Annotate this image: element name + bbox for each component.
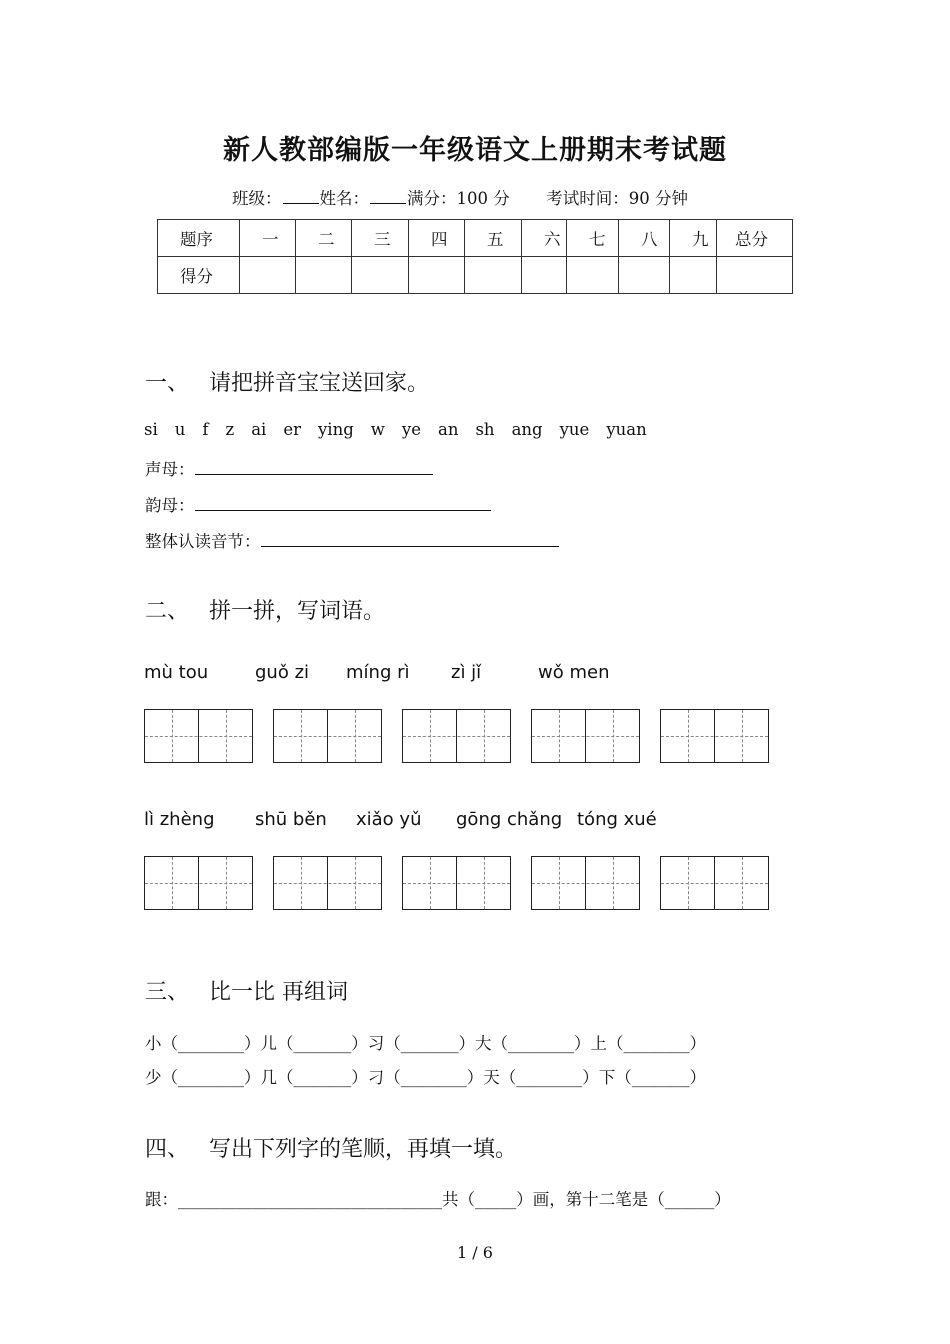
pinyin-item: er	[283, 420, 301, 439]
table-cell: 一	[240, 220, 296, 257]
writing-grid[interactable]	[273, 856, 382, 910]
score-cell[interactable]	[352, 257, 409, 294]
table-cell: 总分	[717, 220, 793, 257]
pinyin-list	[144, 420, 664, 439]
full-score: 满分：100 分	[407, 189, 510, 208]
writing-grid[interactable]	[144, 709, 253, 763]
table-cell: 九	[670, 220, 717, 257]
pinyin-word: míng rì	[346, 662, 410, 683]
pinyin-word: mù tou	[144, 662, 209, 683]
pinyin-word: zì jǐ	[451, 662, 482, 683]
table-cell: 七	[567, 220, 619, 257]
table-cell: 三	[352, 220, 409, 257]
pinyin-word: tóng xué	[577, 809, 657, 830]
section-number: 四、	[145, 1137, 190, 1162]
section-number: 二、	[145, 599, 190, 624]
stroke-order-line[interactable]: 跟：________________________________共（_____）画，第十二笔是（______）	[145, 1190, 731, 1209]
score-cell[interactable]	[465, 257, 522, 294]
section-number: 一、	[145, 371, 190, 396]
pinyin-word: gōng chǎng	[456, 809, 563, 830]
score-table-header-row	[158, 220, 793, 257]
score-cell[interactable]	[567, 257, 619, 294]
page-number: 1 / 6	[457, 1243, 493, 1262]
section-number: 三、	[145, 980, 190, 1005]
score-table	[157, 219, 793, 294]
pinyin-item: ang	[511, 420, 543, 439]
pinyin-item: yuan	[606, 420, 647, 439]
section-title: 拼一拼，写词语。	[209, 599, 386, 624]
score-cell[interactable]	[522, 257, 567, 294]
section-1-heading	[145, 366, 429, 397]
pinyin-item: ai	[251, 420, 267, 439]
section-title: 写出下列字的笔顺，再填一填。	[209, 1137, 518, 1162]
exam-time: 考试时间：90 分钟	[546, 189, 688, 208]
table-cell: 二	[296, 220, 352, 257]
pinyin-item: an	[438, 420, 459, 439]
writing-grid[interactable]	[402, 856, 511, 910]
table-cell: 八	[619, 220, 670, 257]
score-cell[interactable]	[240, 257, 296, 294]
score-cell[interactable]	[670, 257, 717, 294]
yunmu-label: 韵母：	[145, 496, 195, 515]
pinyin-word: guǒ zi	[255, 662, 310, 683]
section-3-heading	[145, 975, 348, 1006]
compare-line-2[interactable]: 少（________）几（_______）刁（________）天（________）下（_______）	[145, 1068, 706, 1087]
score-table-score-row	[158, 257, 793, 294]
table-cell: 五	[465, 220, 522, 257]
table-cell: 四	[409, 220, 465, 257]
section-2-heading	[145, 594, 385, 625]
shengmu-answer-line[interactable]	[195, 462, 433, 475]
score-cell[interactable]	[409, 257, 465, 294]
page-title: 新人教部编版一年级语文上册期末考试题	[223, 135, 727, 166]
class-label: 班级：	[232, 189, 282, 208]
pinyin-item: f	[202, 420, 209, 439]
score-cell[interactable]	[717, 257, 793, 294]
table-cell: 得分	[158, 257, 240, 294]
section-title: 请把拼音宝宝送回家。	[209, 371, 430, 396]
pinyin-item: z	[225, 420, 235, 439]
pinyin-item: si	[144, 420, 158, 439]
pinyin-item: w	[370, 420, 385, 439]
pinyin-item: yue	[559, 420, 590, 439]
table-cell: 题序	[158, 220, 240, 257]
writing-grid[interactable]	[402, 709, 511, 763]
shengmu-label: 声母：	[145, 460, 195, 479]
yunmu-answer-line[interactable]	[195, 498, 491, 511]
score-cell[interactable]	[296, 257, 352, 294]
zhengti-label: 整体认读音节：	[145, 532, 261, 551]
writing-grid[interactable]	[660, 856, 769, 910]
exam-info	[232, 185, 688, 209]
writing-grid[interactable]	[144, 856, 253, 910]
pinyin-word: shū běn	[255, 809, 327, 830]
section-4-heading	[145, 1132, 517, 1163]
pinyin-item: sh	[475, 420, 495, 439]
writing-grid[interactable]	[660, 709, 769, 763]
name-blank	[370, 189, 406, 204]
writing-grid[interactable]	[531, 856, 640, 910]
writing-grid[interactable]	[531, 709, 640, 763]
pinyin-word: lì zhèng	[144, 809, 215, 830]
shengmu-line	[145, 456, 433, 480]
pinyin-item: ye	[401, 420, 421, 439]
section-title: 比一比 再组词	[209, 980, 348, 1005]
writing-grid[interactable]	[273, 709, 382, 763]
class-blank	[283, 189, 319, 204]
compare-line-1[interactable]: 小（________）儿（_______）习（_______）大（________）上（________）	[145, 1034, 706, 1053]
pinyin-word: xiǎo yǔ	[356, 809, 422, 830]
yunmu-line	[145, 492, 491, 516]
score-cell[interactable]	[619, 257, 670, 294]
pinyin-word: wǒ men	[538, 662, 610, 683]
pinyin-item: u	[174, 420, 186, 439]
zhengti-line	[145, 528, 559, 552]
table-cell: 六	[522, 220, 567, 257]
name-label: 姓名：	[319, 189, 369, 208]
pinyin-item: ying	[317, 420, 354, 439]
zhengti-answer-line[interactable]	[261, 534, 559, 547]
